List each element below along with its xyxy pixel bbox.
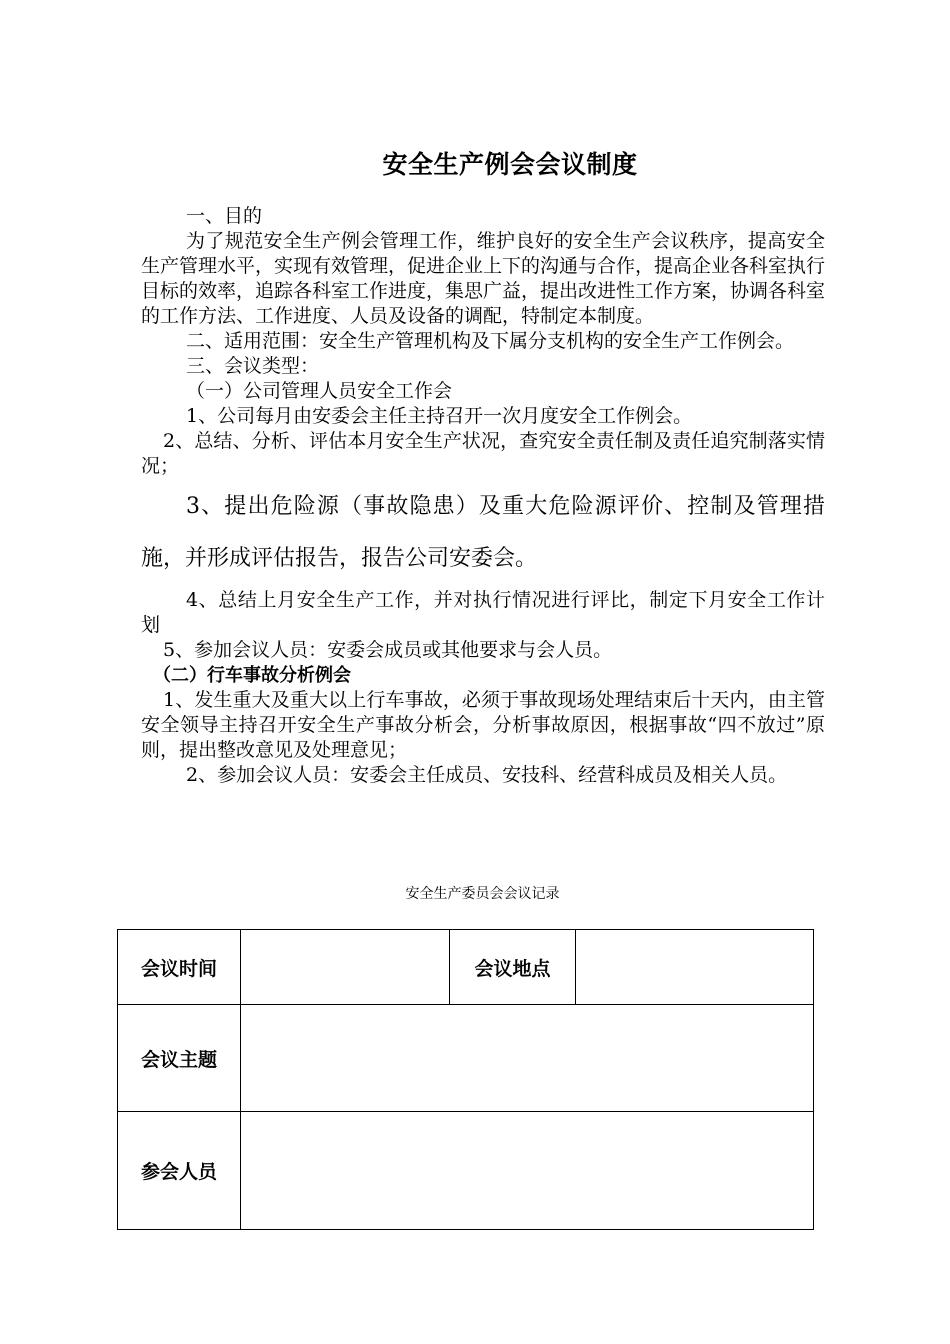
meeting-record-table: [117, 929, 814, 1230]
accident-item-2: 2、参加会议人员：安委会主任成员、安技科、经营科成员及相关人员。: [186, 764, 788, 786]
list-item-1: 1、公司每月由安委会主任主持召开一次月度安全工作例会。: [186, 405, 693, 427]
record-caption: 安全生产委员会会议记录: [405, 886, 560, 902]
meeting-time-field[interactable]: [241, 930, 450, 1005]
table-row: [118, 1005, 814, 1112]
meeting-time-label: 会议时间: [118, 930, 241, 1005]
list-item-5: 5、参加会议人员：安委会成员或其他要求与会人员。: [163, 639, 613, 661]
section-heading-purpose: 一、目的: [186, 205, 263, 227]
accident-item-1: 1、发生重大及重大以上行车事故，必须于事故现场处理结束后十天内，由主管安全领导主持召开安全生产事故分析会，分析事故原因，根据事故“四不放过”原则，提出整改意见及处理意见；: [141, 689, 825, 761]
meeting-topic-label: 会议主题: [118, 1005, 241, 1112]
paragraph-purpose: 为了规范安全生产例会管理工作，维护良好的安全生产会议秩序，提高安全生产管理水平，实现有效管理，促进企业上下的沟通与合作，提高企业各科室执行目标的效率，追踪各科室工作进度，集思广益，提出改进性工作方案，协调各科室的工作方法、工作进度、人员及设备的调配，特制定本制度。: [141, 230, 826, 327]
document-body: [141, 204, 825, 788]
list-item-2: 2、总结、分析、评估本月安全生产状况，查究安全责任制及责任追究制落实情况；: [141, 430, 825, 477]
table-row: [118, 930, 814, 1005]
meeting-location-label: 会议地点: [450, 930, 576, 1005]
table-row: [118, 1112, 814, 1230]
subheading-accident-meeting: （二）行车事故分析例会: [153, 665, 351, 686]
attendees-label: 参会人员: [118, 1112, 241, 1230]
section-heading-meeting-types: 三、会议类型：: [186, 355, 320, 377]
paragraph-scope: 二、适用范围：安全生产管理机构及下属分支机构的安全生产工作例会。: [186, 330, 795, 352]
attendees-field[interactable]: [241, 1112, 814, 1230]
document-title: 安全生产例会会议制度: [382, 150, 638, 179]
list-item-4: 4、总结上月安全生产工作，并对执行情况进行评比，制定下月安全工作计划: [141, 589, 825, 636]
meeting-location-field[interactable]: [576, 930, 814, 1005]
list-item-3: 3、提出危险源（事故隐患）及重大危险源评价、控制及管理措施，并形成评估报告，报告公司安委会。: [141, 494, 825, 571]
meeting-topic-field[interactable]: [241, 1005, 814, 1112]
subheading-management-meeting: （一）公司管理人员安全工作会: [186, 380, 453, 402]
